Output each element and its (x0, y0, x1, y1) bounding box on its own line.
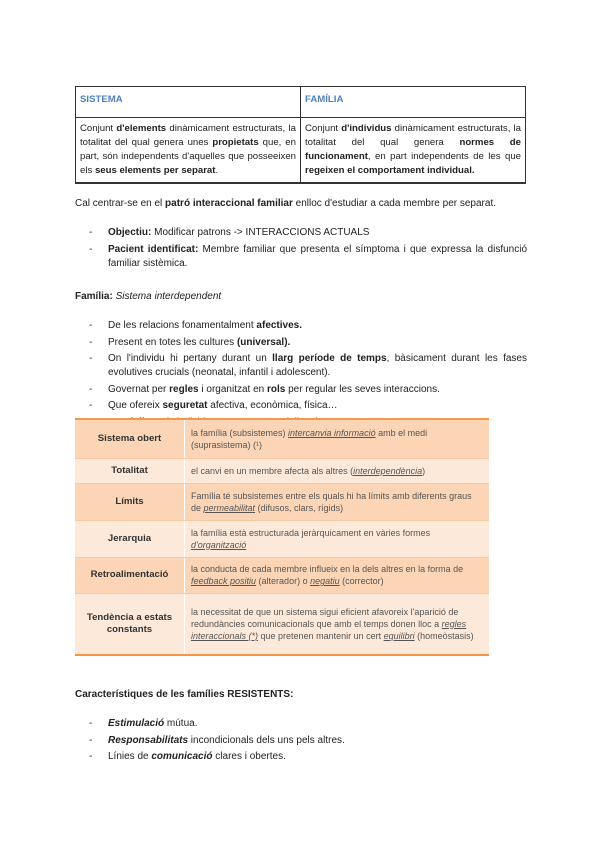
goals-list (75, 226, 527, 273)
header-sistema: SISTEMA (76, 87, 301, 118)
list-item: - De les relacions fonamentalment afectives. (75, 319, 527, 333)
property-description: la necessitat de que un sistema sigui eficient afavoreix l'aparició de redundàncies comunicacionals que amb el temps donen lloc a regles interaccionals (*) que pretenen mantenir un cert equilibri (homeòstasis) (185, 593, 490, 655)
table-row (75, 419, 489, 458)
familia-definition: Conjunt d'individus dinàmicament estructurats, la totalitat del qual genera normes de funcionament, en part independents de les que regeixen el comportament individual. (301, 118, 526, 184)
property-name: Jerarquia (75, 520, 185, 557)
property-name: Totalitat (75, 458, 185, 483)
table-row (75, 483, 489, 520)
list-item: - Pacient identificat: Membre familiar que presenta el símptoma i que expressa la disfunció familiar sistèmica. (75, 243, 527, 271)
property-description: la família està estructurada jeràrquicament en vàries formes d'organització (185, 520, 490, 557)
property-name: Sistema obert (75, 419, 185, 458)
family-heading: Família: Sistema interdependent (75, 291, 222, 302)
list-item: - Objectiu: Modificar patrons -> INTERACCIONS ACTUALS (75, 226, 527, 240)
list-item: - Present en totes les cultures (universal). (75, 336, 527, 350)
system-family-comparison-table (75, 86, 526, 184)
property-description: Família té subsistemes entre els quals hi ha límits amb diferents graus de permeabilitat (difusos, clars, rígids) (185, 483, 490, 520)
property-name: Límits (75, 483, 185, 520)
property-name: Tendència a estats constants (75, 593, 185, 655)
list-item: - On l'individu hi pertany durant un llarg període de temps, bàsicament durant les fases evolutives crucials (neonatal, infantil i adolescent). (75, 352, 527, 380)
resistent-list (75, 717, 527, 767)
table-row (75, 557, 489, 593)
property-description: el canvi en un membre afecta als altres (interdependència) (185, 458, 490, 483)
intro-paragraph: Cal centrar-se en el patró interaccional familiar enlloc d'estudiar a cada membre per separat. (75, 198, 497, 209)
table-row (75, 593, 489, 655)
property-name: Retroalimentació (75, 557, 185, 593)
list-item: - Línies de comunicació clares i obertes. (75, 750, 527, 764)
list-item: - Estimulació mútua. (75, 717, 527, 731)
family-characteristics-list (75, 319, 527, 432)
property-description: la família (subsistemes) intercanvia informació amb el medi (suprasistema) (¹) (185, 419, 490, 458)
system-properties-table (75, 418, 489, 656)
list-item: - Responsabilitats incondicionals dels uns pels altres. (75, 734, 527, 748)
list-item: - Governat per regles i organitzat en rols per regular les seves interaccions. (75, 383, 527, 397)
list-item: - Que ofereix seguretat afectiva, econòmica, física… (75, 399, 527, 413)
resistent-heading: Característiques de les famílies RESISTENTS: (75, 689, 294, 700)
header-familia: FAMÍLIA (301, 87, 526, 118)
property-description: la conducta de cada membre influeix en la dels altres en la forma de feedback positiu (alterador) o negatiu (corrector) (185, 557, 490, 593)
table-row (75, 520, 489, 557)
table-row (75, 458, 489, 483)
sistema-definition: Conjunt d'elements dinàmicament estructurats, la totalitat del qual genera unes propietats que, en part, són independents d'aquelles que posseeixen els seus elements per separat. (76, 118, 301, 184)
